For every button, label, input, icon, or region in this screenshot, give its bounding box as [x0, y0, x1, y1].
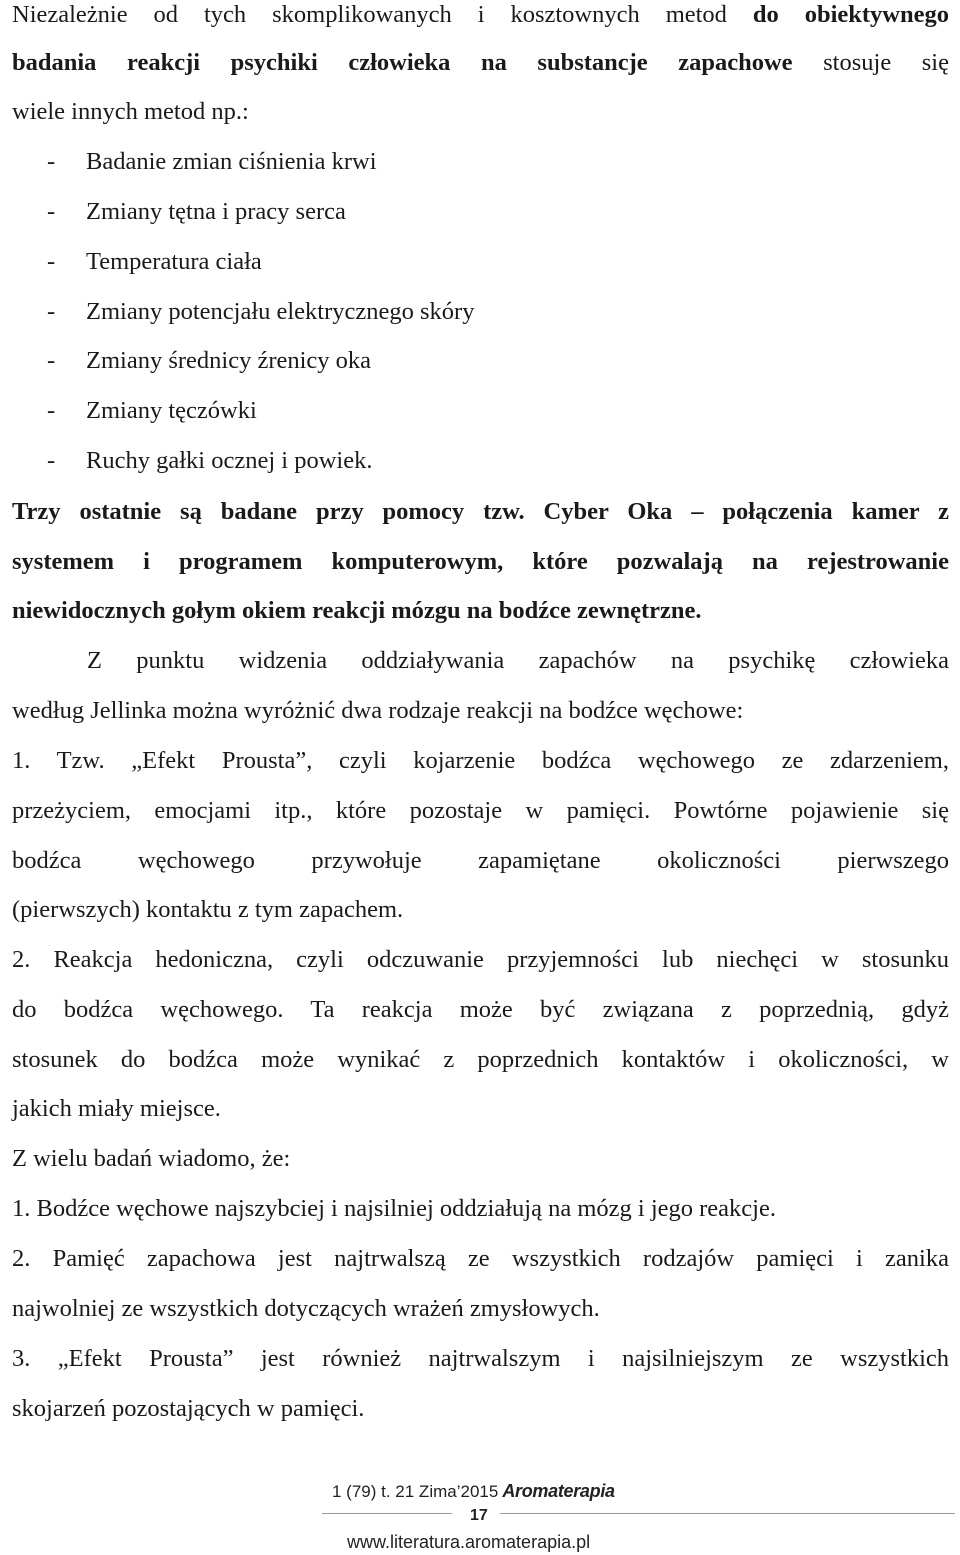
- finding-2-line-1: 2. Pamięć zapachowa jest najtrwalszą ze wszystkich rodzajów pamięci i zanika: [12, 1245, 949, 1272]
- cyber-eye-line-3: niewidocznych gołym okiem reakcji mózgu na bodźce zewnętrzne.: [12, 597, 702, 624]
- list-dash: -: [47, 148, 56, 175]
- jellinek-line-1: Z punktu widzenia oddziaływania zapachów na psychikę człowieka: [87, 647, 949, 674]
- footer-url[interactable]: www.literatura.aromaterapia.pl: [347, 1532, 591, 1552]
- reaction-1-line-4: (pierwszych) kontaktu z tym zapachem.: [12, 896, 404, 923]
- reaction-2-line-1: 2. Reakcja hedoniczna, czyli odczuwanie przyjemności lub niechęci w stosunku: [12, 946, 949, 973]
- reaction-1-line-1: 1. Tzw. „Efekt Prousta”, czyli kojarzenie bodźca węchowego ze zdarzeniem,: [12, 747, 949, 774]
- reaction-2-line-3: stosunek do bodźca może wynikać z poprzednich kontaktów i okoliczności, w: [12, 1046, 949, 1073]
- reaction-2-line-2: do bodźca węchowego. Ta reakcja może być związana z poprzednią, gdyż: [12, 996, 949, 1023]
- intro-bold-text: badania reakcji psychiki człowieka na substancje zapachowe: [12, 49, 793, 76]
- findings-heading: Z wielu badań wiadomo, że:: [12, 1145, 291, 1172]
- intro-text: stosuje się: [792, 49, 949, 76]
- finding-3-line-2: skojarzeń pozostających w pamięci.: [12, 1395, 365, 1422]
- method-item-text: Ruchy gałki ocznej i powiek.: [86, 447, 373, 474]
- list-dash: -: [47, 447, 56, 474]
- footer-rule-left: [322, 1513, 452, 1514]
- jellinek-line-2: według Jellinka można wyróżnić dwa rodzaje reakcji na bodźce węchowe:: [12, 697, 744, 724]
- finding-3-line-1: 3. „Efekt Prousta” jest również najtrwalszym i najsilniejszym ze wszystkich: [12, 1345, 949, 1372]
- reaction-2-line-4: jakich miały miejsce.: [12, 1095, 221, 1122]
- list-dash: -: [47, 347, 56, 374]
- method-item-text: Zmiany tęczówki: [86, 397, 257, 424]
- footer-issue-text: 1 (79) t. 21 Zima’2015: [332, 1482, 499, 1501]
- aromaterapia-logo: Aromaterapia: [502, 1481, 615, 1501]
- cyber-eye-line-1: Trzy ostatnie są badane przy pomocy tzw. Cyber Oka – połączenia kamer z: [12, 498, 949, 525]
- list-dash: -: [47, 397, 56, 424]
- cyber-eye-line-2: systemem i programem komputerowym, które pozwalają na rejestrowanie: [12, 548, 949, 575]
- finding-1: 1. Bodźce węchowe najszybciej i najsilniej oddziałują na mózg i jego reakcje.: [12, 1195, 776, 1222]
- intro-bold-text: do obiektywnego: [752, 1, 949, 28]
- method-item-text: Zmiany tętna i pracy serca: [86, 198, 346, 225]
- list-dash: -: [47, 298, 56, 325]
- reaction-1-line-2: przeżyciem, emocjami itp., które pozostaje w pamięci. Powtórne pojawienie się: [12, 797, 949, 824]
- footer-issue-info: [332, 1481, 615, 1502]
- method-item-text: Badanie zmian ciśnienia krwi: [86, 148, 377, 175]
- intro-text: Niezależnie od tych skomplikowanych i kosztownych metod: [12, 1, 753, 28]
- intro-line-1: [12, 0, 949, 30]
- reaction-1-line-3: bodźca węchowego przywołuje zapamiętane okoliczności pierwszego: [12, 847, 949, 874]
- finding-2-line-2: najwolniej ze wszystkich dotyczących wrażeń zmysłowych.: [12, 1295, 600, 1322]
- list-dash: -: [47, 248, 56, 275]
- method-item-text: Temperatura ciała: [86, 248, 262, 275]
- intro-line-3: wiele innych metod np.:: [12, 98, 249, 125]
- list-dash: -: [47, 198, 56, 225]
- page-number: 17: [470, 1507, 488, 1524]
- intro-line-2: [12, 48, 949, 78]
- footer-rule-right: [500, 1513, 955, 1514]
- method-item-text: Zmiany potencjału elektrycznego skóry: [86, 298, 475, 325]
- method-item-text: Zmiany średnicy źrenicy oka: [86, 347, 372, 374]
